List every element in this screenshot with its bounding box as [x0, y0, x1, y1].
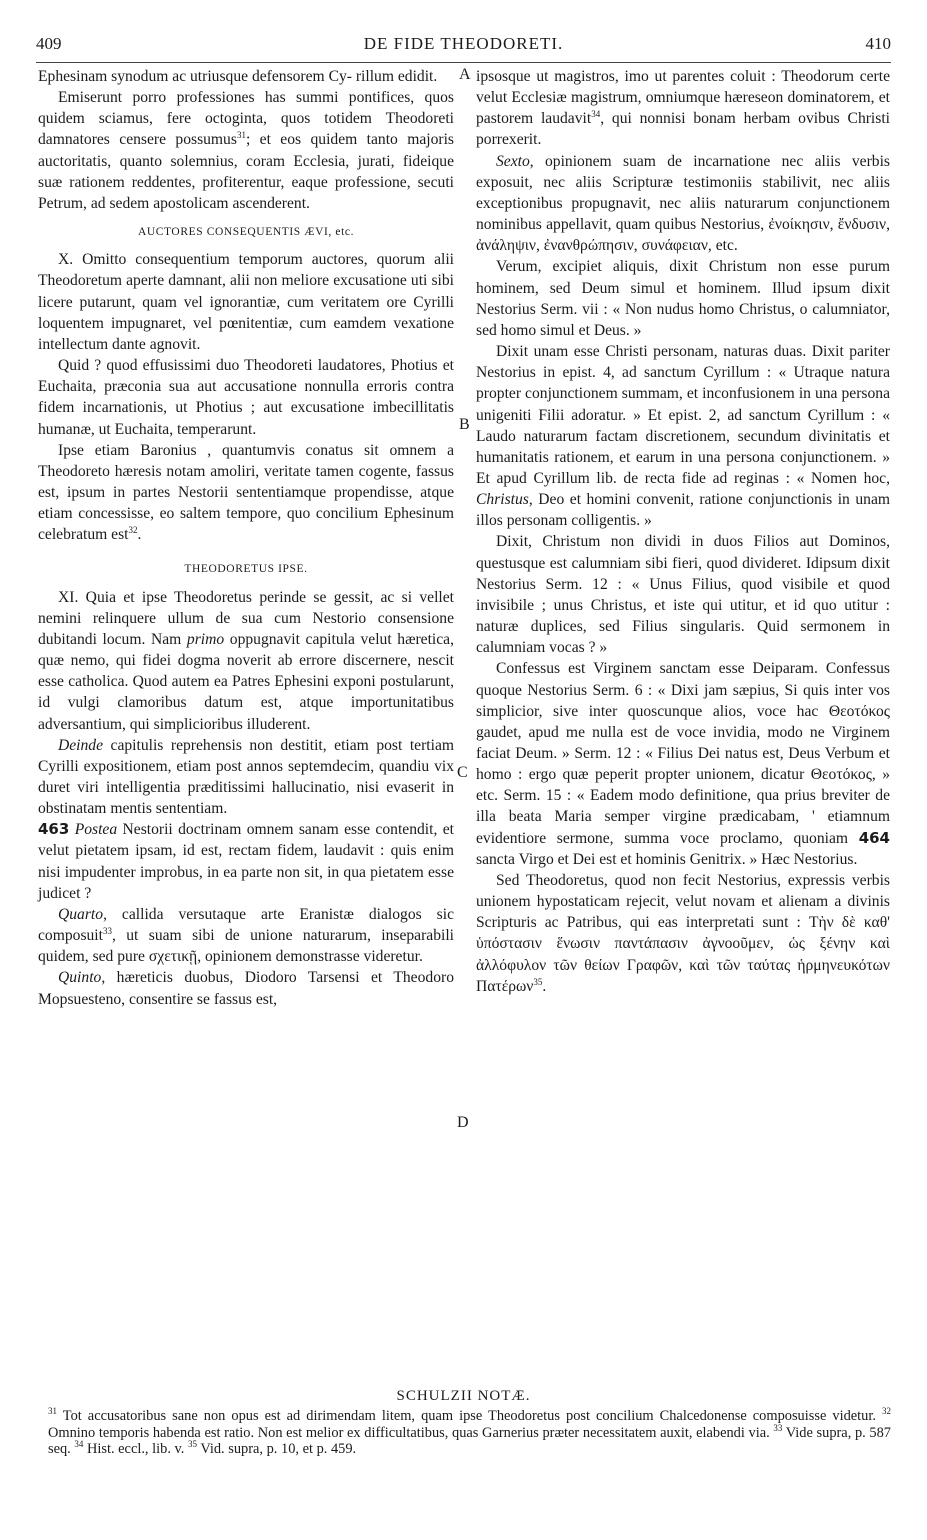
footnote-mark: 33: [773, 1422, 783, 1433]
margin-letter-d: D: [457, 1114, 469, 1131]
left-column: [38, 66, 454, 1010]
header-rule: [36, 62, 891, 63]
running-title: DE FIDE THEODORETI.: [363, 34, 564, 53]
paragraph: Deinde capitulis reprehensis non destitit, etiam post tertiam Cyrilli expositionem, etiam post annos septemdecim, quandiu vix duret viri intelligentia præditissimi hallucinatio, nisi evaserit in obstinatam mentis sententiam.: [38, 736, 454, 818]
paragraph: ipsosque ut magistros, imo ut parentes coluit : Theodorum certe velut Ecclesiæ magistrum, omniumque hæreseon dominatorem, et pastorem laudavit$^{34}$, qui nonnisi bonam herbam ovibus Christi porrexerit.: [476, 68, 890, 149]
paragraph: Emiserunt porro professiones has summi pontifices, quos quidem sciamus, fere octoginta, quos totidem Theodoreti damnatores censere possumus$^{31}$; et eos quidem tanto majoris auctoritatis, quanto solemnius, coram Ecclesia, jurati, fideique suæ rationem reddentes, profiterentur, eaque professione, secuti Petrum, ad sedem apostolicam ascenderent.: [38, 89, 454, 212]
footnote-mark: 35: [187, 1439, 197, 1450]
footnote-ref: 32: [128, 525, 138, 536]
footnote-text: Vid. supra, p. 10, et p. 459.: [196, 1441, 357, 1458]
section-heading: THEODORETUS IPSE.: [184, 563, 308, 576]
paragraph: Sexto, opinionem suam de incarnatione nec aliis verbis exposuit, nec aliis Scripturæ testimoniis stabilivit, nec aliis exceptionibus propugnavit, nec aliis naturarum conjunctionem nominibus appellavit, quam quibus Nestorius, ἐνοίκησιν, ἔνδυσιν, ἀνάληψιν, ἐνανθρώπησιν, συνάφειαν, etc.: [476, 152, 890, 255]
footnotes: [48, 1408, 891, 1458]
footnote-mark: 31: [48, 1406, 57, 1417]
paragraph: Confessus est Virginem sanctam esse Deiparam. Confessus quoque Nestorius Serm. 6 : « Dixi jam sæpius, Si quis inter vos simplicior, sive inter quoscunque alios, voce hac Θεοτόκος gaudet, apud me nulla est de voce invidia, modo ne Virginem faciat Deum. » Serm. 12 : « Filius Dei natus est, Deus Verbum et homo : ergo quæ peperit propter unionem, dicatur Θεοτόκος, » etc. Serm. 15 : « Eadem modo definitione, qua prius breviter de illa beata Maria semper virgine prædicabam, ' etiamnum evidentiore sermone, summa voce proclamo, quoniam 464 sancta Virgo et Dei est et hominis Genitrix. » Hæc Nestorius.: [476, 660, 890, 868]
paragraph: X. Omitto consequentium temporum auctores, quorum alii Theodoretum aperte damnant, alii non meliore excusatione uti sibi licere putarunt, quam vel ignorantiæ, cum veritatem ore Cyrilli loquentem impugnaret, vel pœnitentiæ, cum eamdem vexatione intellectum dante agnovit.: [38, 251, 454, 353]
footnote-ref: 35: [533, 976, 543, 987]
paragraph: Dixit unam esse Christi personam, naturas duas. Dixit pariter Nestorius in epist. 4, ad sanctum Cyrillum : « Utraque natura propter conjunctionem summam, et inconfusionem in una persona unigeniti Filii adoratur. » Et epist. 2, ad sanctum Cyrillum : « Laudo naturarum factam discretionem, secundum divinitatis et humanitatis rationem, et earum in una persona conjunctionem. » Et apud Cyrillum lib. de recta fide ad reginas : « Nomen hoc, Christus, Deo et homini convenit, ratione conjunctionis in unam illos personam colligentis. »: [476, 343, 890, 530]
footnote-mark: 34: [74, 1439, 84, 1450]
paragraph: 463 Postea Nestorii doctrinam omnem sanam esse contendit, et velut pietatem ipsam, id est, rectam fidem, laudavit : quis enim nisi impudenter improbus, in ea parte non sit, in qua pietatem esse judicet ?: [38, 820, 454, 902]
notes-title: SCHULZII NOTÆ.: [396, 1388, 531, 1404]
footnote-ref: 34: [591, 109, 601, 120]
footnote-mark: 32: [882, 1406, 891, 1417]
paragraph: XI. Quia et ipse Theodoretus perinde se gessit, ac si vellet nemini relinquere ullum de sua cum Nestorio consensione dubitandi locum. Nam primo oppugnavit capitula velut hæretica, quæ nemo, qui fidei dogma noverit ab errore discernere, nescit esse catholica. Quod autem ea Patres Ephesini exponi postularunt, id vulgi clamoribus datum est, atque importunitatibus adversantium, qui simplicioribus illuderent.: [38, 588, 454, 733]
paragraph: Ephesinam synodum ac utriusque defensorem Cy- rillum edidit.: [38, 68, 438, 85]
margin-letter-b: B: [459, 416, 470, 433]
paragraph: Verum, excipiet aliquis, dixit Christum non esse purum hominem, sed Deum simul et hominem. Illud ipsum dixit Nestorius Serm. vii : « Non nudus homo Christus, o calumniator, sed homo simul et Deus. »: [476, 258, 890, 339]
section-heading: AUCTORES CONSEQUENTIS ÆVI, etc.: [137, 226, 355, 239]
footnote-text: Omnino temporis habenda est ratio. Non est melior ex difficultatibus, quas Garnerius præter necessitatem auxit, elabendi via.: [48, 1424, 770, 1441]
paragraph: Ipse etiam Baronius , quantumvis conatus sit omnem a Theodoreto hæresis notam amoliri, veritate tamen cogente, fassus est, ipsum in partes Nestorii sententiamque propendisse, atque etiam concessisse, eo saltem tempore, quo concilium Ephesinum celebratum est$^{32}$.: [38, 441, 454, 544]
margin-letter-a: A: [459, 66, 471, 83]
right-page-number: 410: [865, 34, 891, 53]
paragraph: Sed Theodoretus, quod non fecit Nestorius, expressis verbis unionem hypostaticam rejecit, velut novam et alienam a divinis Scripturis ac Patribus, qui eas interpretati sunt : Τὴν δὲ καθ' ὑπόστασιν ἕνωσιν παντάπασιν ἀγνοοῦμεν, ὡς ξένην καὶ ἀλλόφυλον τῶν θείων Γραφῶν, καὶ τῶν ταύτας ἡρμηνευκότων Πατέρων$^{35}$.: [476, 871, 890, 995]
paragraph: Quinto, hæreticis duobus, Diodoro Tarsensi et Theodoro Mopsuesteno, consentire se fassus est,: [38, 969, 454, 1008]
footnote-ref: 31: [236, 130, 246, 141]
left-page-number: 409: [36, 34, 62, 53]
edition-page-marker: 463: [38, 820, 70, 839]
running-header: [36, 34, 891, 58]
margin-letter-c: C: [457, 764, 468, 781]
paragraph: Dixit, Christum non dividi in duos Filios aut Dominos, questusque est calumniam sibi fieri, quod divideret. Idipsum dixit Nestorius Serm. 12 : « Unus Filius, quod visibile et quod invisibile ; unus Christus, et iste qui utitur, et id quo utitur : naturæ duplices, sed Filius singularis. Quid sermonem in calumniam vocas ? »: [476, 533, 890, 657]
footnote-ref: 33: [102, 925, 112, 936]
paragraph: Quarto, callida versutaque arte Eranistæ dialogos sic composuit$^{33}$, ut suam sibi de unione naturarum, inseparabili quidem, sed pure σχετικῇ, opinionem demonstrasse videretur.: [38, 905, 454, 966]
footnote-text: Vide supra, p. 587 seq.: [48, 1424, 891, 1458]
right-column: [476, 66, 890, 997]
edition-page-marker: 464: [858, 828, 890, 847]
footnote-text: Hist. eccl., lib. v.: [83, 1441, 185, 1458]
paragraph: Quid ? quod effusissimi duo Theodoreti laudatores, Photius et Euchaita, præconia sua aut accusatione nonnulla erroris contra fidem incarnationis, ut Photius ; aut excusatione imbecillitatis humanæ, ut Euchaita, temperarunt.: [38, 357, 454, 438]
footnote-text: Tot accusatoribus sane non opus est ad dirimendam litem, quam ipse Theodoretus post concilium Chalcedonense composuisse videtur.: [57, 1408, 876, 1424]
